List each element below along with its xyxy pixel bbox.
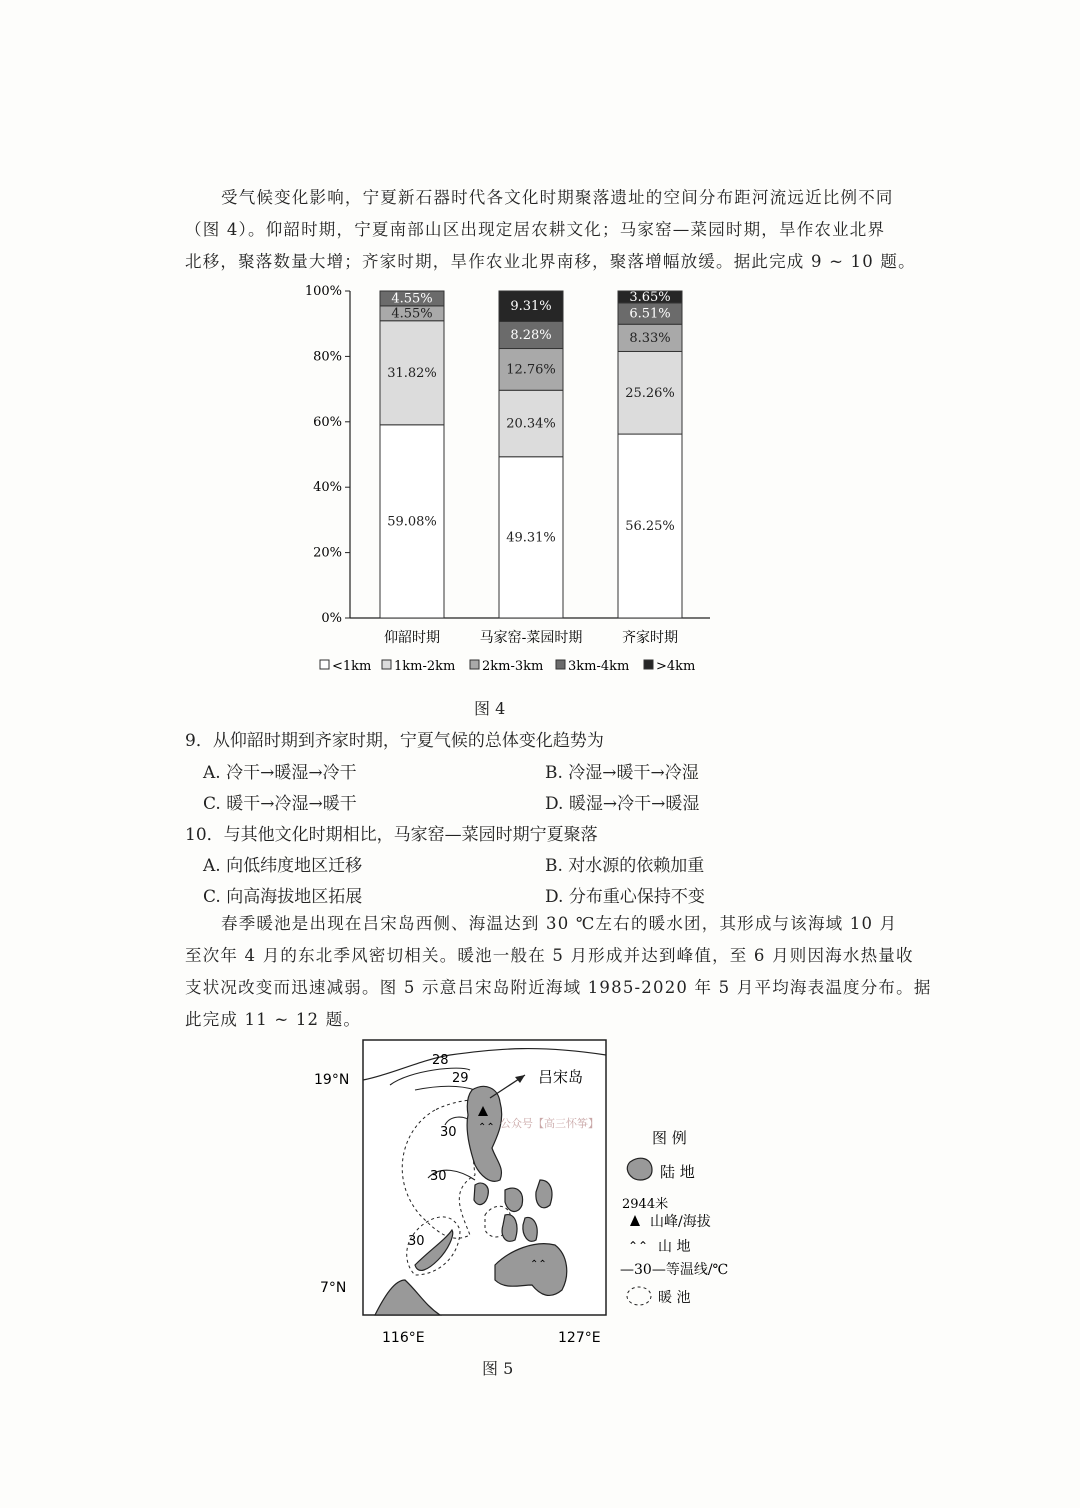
legend-land: 陆 地 xyxy=(660,1163,695,1181)
isotherm-label-30-south: 30 xyxy=(408,1234,425,1249)
category-label: 齐家时期 xyxy=(622,630,678,646)
data-label: 4.55% xyxy=(391,291,433,307)
passage-1-line: 受气候变化影响，宁夏新石器时代各文化时期聚落遗址的空间分布距河流远近比例不同 xyxy=(221,188,894,207)
passage-1 xyxy=(185,182,916,278)
legend-mountain: 山 地 xyxy=(658,1239,691,1255)
data-label: 3.65% xyxy=(629,289,671,305)
legend-swatch xyxy=(470,660,479,669)
y-tick-label: 20% xyxy=(313,545,342,561)
data-label: 4.55% xyxy=(391,306,433,322)
passage-2-line: 至次年 4 月的东北季风密切相关。暖池一般在 5 月形成并达到峰值，至 6 月则因海水热量收 xyxy=(185,946,914,965)
legend-label: <1km xyxy=(332,659,372,674)
data-label: 25.26% xyxy=(625,385,675,401)
question-10-stem: 10．与其他文化时期相比，马家窑—菜园时期宁夏聚落 xyxy=(185,825,598,845)
data-label: 49.31% xyxy=(506,530,556,546)
passage-2-line: 此完成 11 ~ 12 题。 xyxy=(185,1010,362,1029)
figure-4-caption: 图 4 xyxy=(474,699,506,718)
legend-peak-icon xyxy=(630,1215,640,1226)
legend-title: 图 例 xyxy=(652,1129,687,1147)
isotherm-label-30-north: 30 xyxy=(440,1125,457,1140)
question-10-option-b: B. 对水源的依赖加重 xyxy=(545,856,705,876)
question-10-option-c: C. 向高海拔地区拓展 xyxy=(203,887,363,907)
data-label: 59.08% xyxy=(387,514,437,530)
data-label: 31.82% xyxy=(387,365,437,381)
figure-5-caption: 图 5 xyxy=(482,1359,514,1378)
legend-peak-value: 2944米 xyxy=(622,1197,669,1212)
data-label: 56.25% xyxy=(625,519,675,535)
figure-5-map xyxy=(300,1030,760,1350)
visayas-island-2 xyxy=(536,1180,552,1208)
y-tick-label: 0% xyxy=(321,611,342,626)
legend-label: >4km xyxy=(656,659,696,674)
mountain-mark-luzon: ⌃⌃ xyxy=(478,1122,495,1133)
latitude-bottom: 7°N xyxy=(320,1280,347,1296)
category-label: 马家窑-菜园时期 xyxy=(479,630,583,646)
latitude-top: 19°N xyxy=(314,1072,350,1088)
y-tick-label: 60% xyxy=(313,414,342,430)
figure-4-chart xyxy=(290,280,730,690)
passage-1-line: （图 4）。仰韶时期，宁夏南部山区出现定居农耕文化；马家窑—菜园时期，旱作农业北界 xyxy=(185,220,886,239)
passage-2-line: 春季暖池是出现在吕宋岛西侧、海温达到 30 ℃左右的暖水团，其形成与该海域 10 月 xyxy=(221,914,898,933)
legend-label: 1km-2km xyxy=(394,659,456,674)
watermark: 公众号【高三怀筝】 xyxy=(500,1117,599,1130)
legend-mountain-icon: ⌃⌃ xyxy=(628,1239,649,1253)
visayas-island-3 xyxy=(502,1215,517,1242)
legend-isotherm: —30—等温线/℃ xyxy=(620,1262,729,1278)
isotherm-label-28: 28 xyxy=(432,1053,449,1068)
longitude-right: 127°E xyxy=(558,1330,601,1346)
passage-2-line: 支状况改变而迅速减弱。图 5 示意吕宋岛附近海域 1985-2020 年 5 月平均海表温度分布。据 xyxy=(185,978,932,997)
legend-label: 3km-4km xyxy=(568,659,630,674)
y-tick-label: 80% xyxy=(313,349,342,365)
legend-swatch xyxy=(644,660,653,669)
passage-2 xyxy=(185,908,932,1036)
legend-warm-pool: 暖 池 xyxy=(658,1290,691,1306)
category-label: 仰韶时期 xyxy=(384,630,440,646)
question-9-option-d: D. 暖湿→冷干→暖湿 xyxy=(545,794,700,814)
y-tick-label: 100% xyxy=(304,284,342,299)
legend-warm-pool-icon xyxy=(627,1287,651,1305)
question-9-option-b: B. 冷湿→暖干→冷湿 xyxy=(545,763,699,783)
question-10-option-d: D. 分布重心保持不变 xyxy=(545,887,705,907)
legend-peak: 山峰/海拔 xyxy=(650,1214,711,1230)
passage-1-line: 北移，聚落数量大增；齐家时期，旱作农业北界南移，聚落增幅放缓。据此完成 9 ~ 10 题。 xyxy=(185,252,916,271)
question-9-option-c: C. 暖干→冷湿→暖干 xyxy=(203,794,357,814)
question-10-option-a: A. 向低纬度地区迁移 xyxy=(203,856,363,876)
data-label: 6.51% xyxy=(629,306,671,322)
question-9-option-a: A. 冷干→暖湿→冷干 xyxy=(203,763,357,783)
legend-label: 2km-3km xyxy=(482,659,544,674)
data-label: 8.33% xyxy=(629,330,671,346)
data-label: 8.28% xyxy=(510,327,552,343)
data-label: 12.76% xyxy=(506,362,556,378)
isotherm-label-29: 29 xyxy=(452,1071,469,1086)
longitude-left: 116°E xyxy=(382,1330,425,1346)
mountain-mark-mindanao: ⌃⌃ xyxy=(530,1259,547,1270)
y-tick-label: 40% xyxy=(313,480,342,496)
legend-swatch xyxy=(320,660,329,669)
data-label: 20.34% xyxy=(506,416,556,432)
legend-land-icon xyxy=(627,1158,652,1180)
isotherm-label-30-mid: 30 xyxy=(430,1169,447,1184)
legend-swatch xyxy=(382,660,391,669)
data-label: 9.31% xyxy=(510,299,552,315)
question-9-stem: 9．从仰韶时期到齐家时期，宁夏气候的总体变化趋势为 xyxy=(185,731,604,751)
mindoro-island xyxy=(474,1183,488,1205)
legend-swatch xyxy=(556,660,565,669)
visayas-island-1 xyxy=(505,1188,523,1211)
island-label: 吕宋岛 xyxy=(538,1068,584,1086)
